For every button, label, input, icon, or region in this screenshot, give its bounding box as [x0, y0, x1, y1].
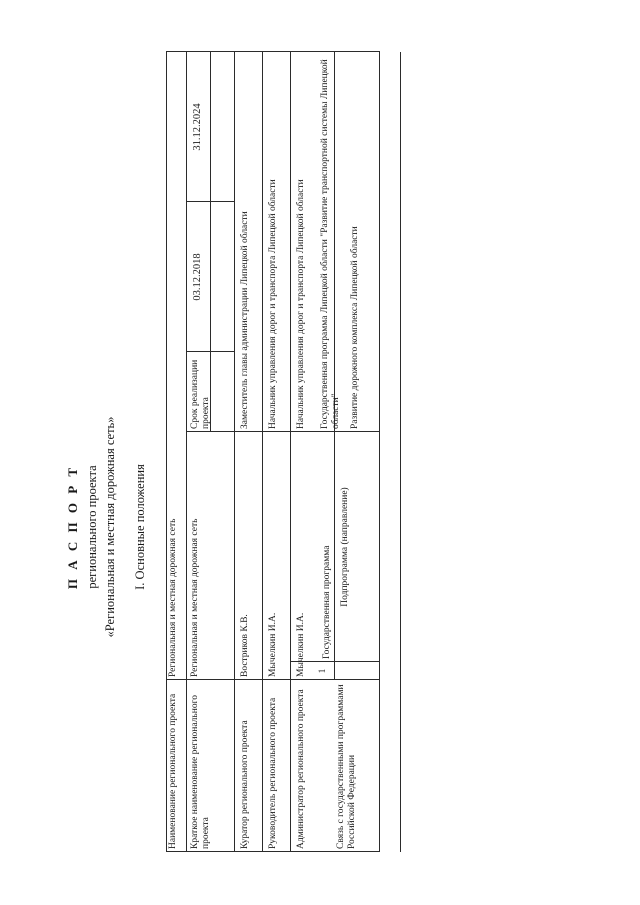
admin-position: Начальник управления дорог и транспорта Липецкой области: [296, 179, 306, 429]
term-start-date: 03.12.2018: [192, 253, 203, 301]
state-programs-label: Связь с государственными программами Российской Федерации: [336, 684, 357, 849]
section-heading: I. Основные положения: [133, 464, 147, 590]
admin-label: Администратор регионального проекта: [296, 689, 306, 849]
leader-name: Мычелкин И.А.: [268, 612, 278, 677]
curator-name: Востриков К.В.: [240, 614, 250, 677]
table-line: [262, 52, 263, 852]
term-end-date: 31.12.2024: [192, 103, 203, 151]
admin-name: Мычелкин И.А.: [296, 612, 306, 677]
short-name-label: Краткое наименование регионального проекта: [190, 695, 211, 849]
document-title: П А С П О Р Т: [65, 464, 80, 590]
table-line: [290, 52, 291, 852]
leader-label: Руководитель регионального проекта: [268, 697, 278, 849]
passport-table: [166, 52, 380, 852]
program-label: Государственная программа: [322, 545, 332, 659]
subprogram-value: Развитие дорожного комплекса Липецкой области: [350, 226, 360, 429]
leader-position: Начальник управления дорог и транспорта Липецкой области: [268, 179, 278, 429]
program-number: 1: [318, 668, 328, 674]
short-name-value: Региональная и местная дорожная сеть: [190, 518, 200, 677]
curator-label: Куратор регионального проекта: [240, 720, 250, 849]
program-value: Государственная программа Липецкой области "Развитие транспортной системы Липецкой области": [320, 59, 341, 429]
curator-position: Заместитель главы администрации Липецкой области: [240, 211, 250, 429]
name-label: Наименование регионального проекта: [168, 693, 178, 849]
rotated-page: [20, 52, 380, 852]
name-value: Региональная и местная дорожная сеть: [168, 518, 178, 677]
term-label: Срок реализации проекта: [190, 359, 211, 429]
document-subtitle: регионального проекта: [85, 465, 99, 589]
table-line: [334, 52, 335, 680]
project-name-heading: «Региональная и местная дорожная сеть»: [103, 416, 117, 638]
subprogram-label: Подпрограмма (направление): [340, 487, 350, 607]
table-line: [234, 52, 235, 852]
table-line: [400, 52, 401, 852]
